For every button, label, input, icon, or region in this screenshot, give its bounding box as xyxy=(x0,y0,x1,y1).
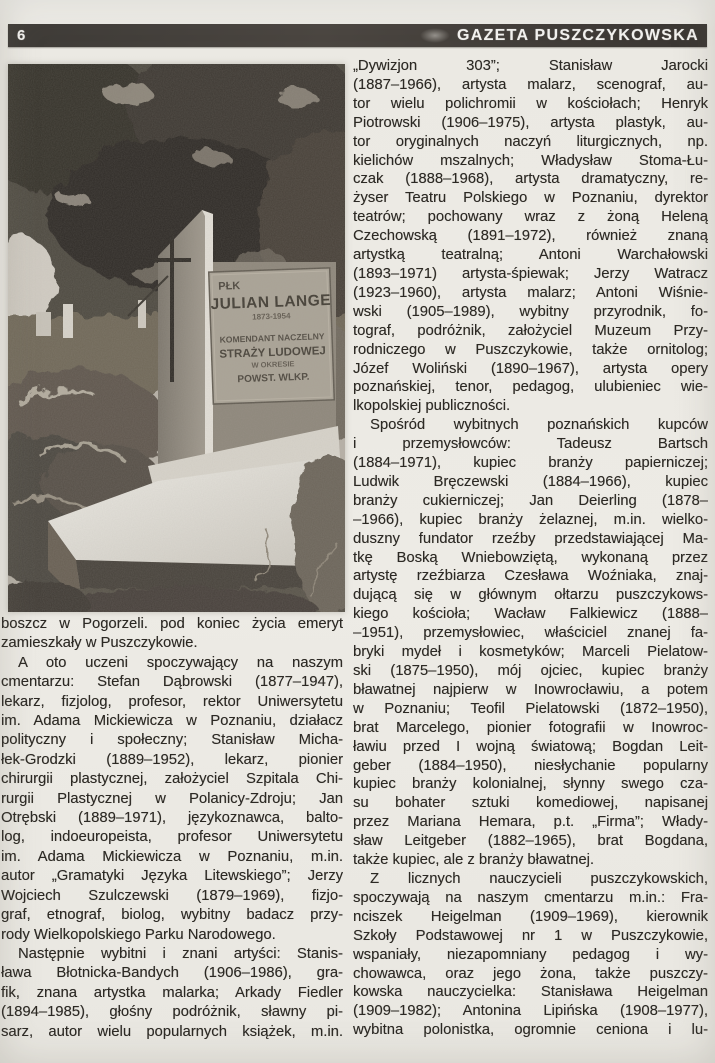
text-line: fik, znana artystka malarka; Arkady Fiedler xyxy=(1,984,343,1001)
text-line: rody Wielkopolskiego Parku Narodowego. xyxy=(1,926,276,943)
text-line: kielichów mszalnych; Władysław Stoma-Łu- xyxy=(353,152,708,169)
text-line: graf, etnograf, biolog, wybitny badacz przy- xyxy=(1,907,343,924)
text-line: kiego kościoła; Wacław Falkiewicz (1888– xyxy=(353,606,708,623)
text-line: Czechowską (1891–1972), również znaną xyxy=(353,228,708,245)
text-line: i przemysłowców: Tadeusz Bartsch xyxy=(353,436,708,453)
text-line: duszny fundator rzeźby przedstawiającej Ma- xyxy=(353,530,708,547)
left-text-column xyxy=(1,615,343,1042)
text-line: przez Mariana Hemara, p.t. „Firma”; Włady- xyxy=(353,814,708,831)
text-line: wski (1905–1989), wybitny przyrodnik, fo- xyxy=(353,303,708,320)
text-line: artystką teatralną; Antoni Warchałowski xyxy=(353,247,708,264)
text-line: Otrębski (1889–1971), językoznawca, balto- xyxy=(1,810,343,827)
text-line: zamieszkały w Puszczykowie. xyxy=(1,635,198,652)
text-line: A oto uczeni spoczywający na naszym xyxy=(18,654,343,671)
text-line: polityczny i społeczny; Stanisław Micha- xyxy=(1,732,343,749)
text-line: Ludwik Bręczewski (1884–1966), kupiec xyxy=(353,473,708,490)
text-line: w Poznaniu; Teofil Pielatowski (1872–1950), xyxy=(353,700,708,717)
text-line: poznańskiej, tenor, pedagog, ulubieniec wie- xyxy=(353,379,708,396)
text-line: (1894–1985), głośny podróżnik, sławny pi- xyxy=(1,1004,343,1021)
text-line: artystę rzeźbiarza Czesława Woźniaka, znaj- xyxy=(353,568,708,585)
text-line: bryki mydeł i kosmetyków; Marceli Pielatow- xyxy=(353,644,708,661)
text-line: Piotrowski (1906–1975), artysta plastyk, au- xyxy=(353,114,708,131)
header-ink-smudge xyxy=(420,28,450,43)
text-line: (1884–1971), kupiec branży papierniczej; xyxy=(353,455,708,472)
right-text-column xyxy=(353,57,708,1040)
text-line: tograf, podróżnik, założyciel Muzeum Przy- xyxy=(353,322,708,339)
text-line: autor „Gramatyki Języka Litewskiego”; Jerzy xyxy=(1,868,343,885)
text-line: brat Marcelego, pionier fotografii w Inowroc- xyxy=(353,719,708,736)
text-line: (1909–1982); Antonina Lipińska (1908–1977), xyxy=(353,1003,708,1020)
text-line: czak (1888–1968), artysta dramatyczny, re- xyxy=(353,171,708,188)
text-line: ława Błotnicka-Bandych (1906–1986), gra- xyxy=(1,965,343,982)
text-line: ski (1875–1950), mój ojciec, kupiec branży xyxy=(353,663,708,679)
text-line: żyser Teatru Polskiego w Poznaniu, dyrektor xyxy=(353,190,708,207)
photo-grain-overlay xyxy=(8,64,345,612)
text-line: tkę Boską Wniebowziętą, wykonaną przez xyxy=(353,549,708,566)
text-line: log, indoeuropeista, profesor Uniwersytetu xyxy=(1,829,343,846)
page-header-bar xyxy=(8,24,707,47)
text-line: kowska nauczycielka: Stanisława Heigelman xyxy=(353,984,708,1001)
text-line: –1951), przemysłowiec, właściciel znanej fa- xyxy=(353,625,708,642)
text-line: łek-Grodzki (1889–1952), lekarz, pionier xyxy=(1,751,343,768)
photo-canvas xyxy=(8,64,345,612)
text-line: (1893–1971) artysta-śpiewak; Jerzy Watracz xyxy=(353,265,708,282)
text-line: lekarz, fizjolog, profesor, rektor Uniwersytetu xyxy=(1,693,343,710)
text-line: Wojciech Szulczewski (1879–1969), fizjo- xyxy=(1,887,343,904)
text-line: sław Leitgeber (1882–1965), brat Bogdana, xyxy=(353,833,708,850)
text-line: geber (1884–1950), niesłychanie popularny xyxy=(353,757,708,774)
header-right-group xyxy=(420,27,699,45)
text-line: (1923–1960), artysta malarz; Antoni Wiśnie- xyxy=(353,284,708,301)
text-line: Następnie wybitni i znani artyści: Stanis- xyxy=(18,945,343,962)
text-line: tor oryginalnych naczyń liturgicznych, np. xyxy=(353,133,708,150)
page-number: 6 xyxy=(17,27,26,44)
text-line: wybitna polonistka, ogromnie ceniona i lu- xyxy=(353,1022,708,1039)
text-line: sarz, autor wielu popularnych książek, m.in. xyxy=(1,1023,343,1040)
text-line: tor wielu polichromii w kościołach; Henryk xyxy=(353,95,708,112)
text-line: kupiec branży kolonialnej, słynny swego cza- xyxy=(353,776,708,793)
text-line: także kupiec, ale z branży bławatnej. xyxy=(353,852,594,869)
text-line: cmentarzu: Stefan Dąbrowski (1877–1947), xyxy=(1,674,343,691)
text-line: su bohater sztuki komediowej, napisanej xyxy=(353,795,708,812)
text-line: Spośród wybitnych poznańskich kupców xyxy=(370,417,708,434)
text-line: im. Adama Mickiewicza w Poznaniu, m.in. xyxy=(1,848,343,865)
text-line: Szkoły Podstawowej nr 1 w Puszczykowie, xyxy=(353,927,708,944)
text-line: chowawca, oraz jego żona, także puszczy- xyxy=(353,965,708,982)
text-line: wspaniały, niezapomniany pedagog i wy- xyxy=(353,946,708,963)
cemetery-grave-photo xyxy=(8,64,345,612)
text-line: branży cukierniczej; Jan Deierling (1878– xyxy=(353,492,708,509)
text-line: chirurgii plastycznej, założyciel Szpitala Chi- xyxy=(1,771,343,788)
text-line: Z licznych nauczycieli puszczykowskich, xyxy=(370,870,708,887)
text-line: spoczywają na naszym cmentarzu m.in.: Fra- xyxy=(353,889,708,906)
text-line: Józef Woliński (1890–1967), artysta opery xyxy=(353,360,708,377)
text-line: dującą się w głównym ołtarzu puszczykows- xyxy=(353,587,708,604)
text-line: –1966), kupiec branży żelaznej, m.in. wielko- xyxy=(353,511,708,528)
text-line: ławiu przed I wojną światową; Bogdan Leit- xyxy=(353,738,708,755)
text-line: bławatnej najpierw w Inowrocławiu, a potem xyxy=(353,681,708,698)
text-line: (1887–1966), artysta malarz, scenograf, au- xyxy=(353,76,708,93)
newspaper-title: GAZETA PUSZCZYKOWSKA xyxy=(457,26,699,44)
text-line: teatrów; pochowany wraz z żoną Heleną xyxy=(353,209,708,226)
text-line: rodniczego w Puszczykowie, także ornitolog; xyxy=(353,341,708,358)
text-line: boszcz w Pogorzeli. pod koniec życia emeryt xyxy=(1,616,343,632)
text-line: nciszek Heigelman (1909–1969), kierownik xyxy=(353,908,708,925)
text-line: lkopolskiej publiczności. xyxy=(353,398,511,415)
text-line: „Dywizjon 303”; Stanisław Jarocki xyxy=(353,58,708,74)
text-line: rurgii Plastycznej w Polanicy-Zdroju; Jan xyxy=(1,790,343,807)
text-line: im. Adama Mickiewicza w Poznaniu, działacz xyxy=(1,713,343,730)
